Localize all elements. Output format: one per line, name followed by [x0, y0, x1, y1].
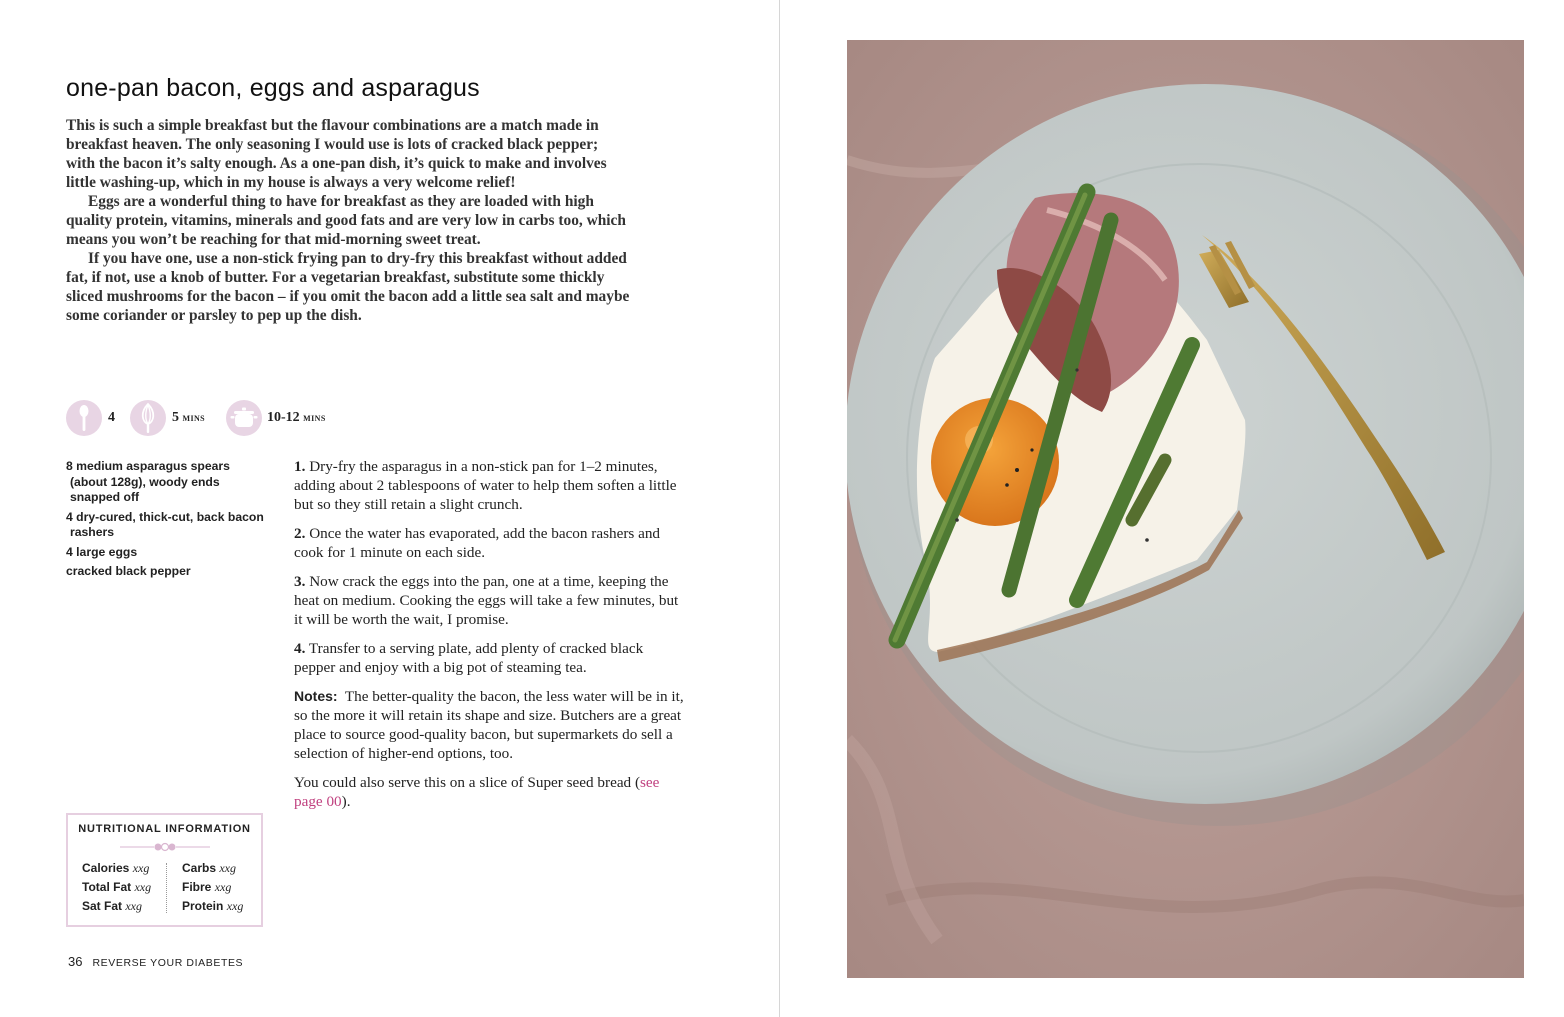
serving-tip-text: You could also serve this on a slice of Super seed bread ( — [294, 774, 641, 791]
nutrition-info-box — [66, 813, 263, 927]
nutrient-value: xxg — [219, 861, 237, 875]
recipe-title: one-pan bacon, eggs and asparagus — [66, 74, 480, 102]
cook-time — [267, 410, 326, 426]
recipe-notes — [294, 687, 684, 763]
nutrition-row — [182, 897, 264, 916]
ingredient-item: cracked black pepper — [66, 564, 191, 578]
page-gutter-divider — [779, 0, 780, 1017]
nutrient-label: Sat Fat — [82, 899, 123, 913]
step-number: 2. — [294, 525, 306, 542]
nutrition-row — [82, 859, 164, 878]
method-step — [294, 639, 684, 677]
ingredient-item: 4 large eggs — [66, 544, 138, 559]
intro-paragraph: This is such a simple breakfast but the flavour combinations are a match made in breakfast heaven. The only seasoning I would use is lots of cracked black pepper; with the bacon it’s salty enough. As a one-pan dish, it’s quick to make and involves little washing-up, which in my house is always a very welcome relief! — [66, 117, 607, 191]
notes-text: The better-quality the bacon, the less water will be in it, so the more it will retain its shape and size. Butchers are a great place to source good-quality bacon, but supermarkets do sell a selection of higher-end options, too. — [294, 688, 684, 762]
ingredients-list — [66, 459, 266, 584]
recipe-photo — [847, 40, 1524, 978]
pot-icon — [226, 400, 262, 436]
method-step — [294, 572, 684, 629]
method-step — [294, 524, 684, 562]
cook-time-unit: mins — [303, 410, 326, 424]
method-steps — [294, 457, 684, 821]
nutrition-row — [82, 878, 164, 897]
recipe-intro — [66, 116, 631, 325]
nutrient-label: Carbs — [182, 861, 217, 875]
ingredient-item: 8 medium asparagus spears (about 128g), woody ends snapped off — [66, 459, 230, 504]
nutrient-label: Fibre — [182, 880, 212, 894]
ornament-divider-icon — [120, 842, 210, 852]
step-number: 3. — [294, 573, 306, 590]
prep-time-unit: mins — [182, 410, 205, 424]
step-text: Now crack the eggs into the pan, one at a time, keeping the heat on medium. Cooking the eggs will take a few minutes, but it will be worth the wait, I promise. — [294, 573, 679, 628]
food-photo-illustration — [847, 40, 1524, 978]
serves-value: 4 — [108, 410, 115, 425]
nutrition-values — [82, 859, 252, 919]
running-title: REVERSE YOUR DIABETES — [92, 957, 244, 969]
page-footer — [68, 954, 243, 969]
nutrition-column — [82, 859, 164, 916]
notes-label: Notes: — [294, 688, 338, 704]
step-text: Transfer to a serving plate, add plenty of cracked black pepper and enjoy with a big pot of steaming tea. — [294, 640, 644, 676]
page-number: 36 — [68, 954, 83, 969]
method-step — [294, 457, 684, 514]
intro-paragraph: Eggs are a wonderful thing to have for breakfast as they are loaded with high quality protein, vitamins, minerals and good fats and are very low in carbs too, which means you won’t be reaching for that mid-morning sweet treat. — [66, 193, 626, 248]
intro-paragraph: If you have one, use a non-stick frying pan to dry-fry this breakfast without added fat, if not, use a knob of butter. For a vegetarian breakfast, substitute some thickly sliced mushrooms for the bacon – if you omit the bacon add a little sea salt and maybe some coriander or parsley to pep up the dish. — [66, 250, 630, 324]
ingredient-item: 4 dry-cured, thick-cut, back bacon rashers — [66, 509, 264, 539]
whisk-icon — [130, 400, 166, 436]
nutrient-value: xxg — [125, 899, 143, 913]
nutrition-heading: NUTRITIONAL INFORMATION — [78, 823, 251, 835]
step-text: Dry-fry the asparagus in a non-stick pan for 1–2 minutes, adding about 2 tablespoons of water to help them soften a little but so they still retain a slight crunch. — [294, 458, 677, 513]
prep-time-value: 5 — [172, 410, 179, 425]
nutrient-value: xxg — [132, 861, 150, 875]
nutrient-label: Protein — [182, 899, 224, 913]
nutrient-label: Total Fat — [82, 880, 132, 894]
recipe-meta-row — [66, 400, 366, 436]
nutrition-column-separator — [166, 863, 167, 913]
page-reference-link[interactable]: see page 00 — [294, 774, 660, 810]
nutrient-label: Calories — [82, 861, 130, 875]
nutrition-column — [182, 859, 264, 916]
fork-icon — [66, 400, 102, 436]
prep-time — [172, 410, 205, 426]
cook-time-value: 10-12 — [267, 410, 300, 425]
nutrient-value: xxg — [226, 899, 244, 913]
nutrition-row — [182, 859, 264, 878]
nutrient-value: xxg — [214, 880, 232, 894]
step-text: Once the water has evaporated, add the bacon rashers and cook for 1 minute on each side. — [294, 525, 661, 561]
step-number: 1. — [294, 458, 306, 475]
nutrition-row — [82, 897, 164, 916]
nutrient-value: xxg — [134, 880, 152, 894]
serving-tip — [294, 773, 684, 811]
step-number: 4. — [294, 640, 306, 657]
serving-tip-end: ). — [341, 793, 351, 810]
nutrition-row — [182, 878, 264, 897]
